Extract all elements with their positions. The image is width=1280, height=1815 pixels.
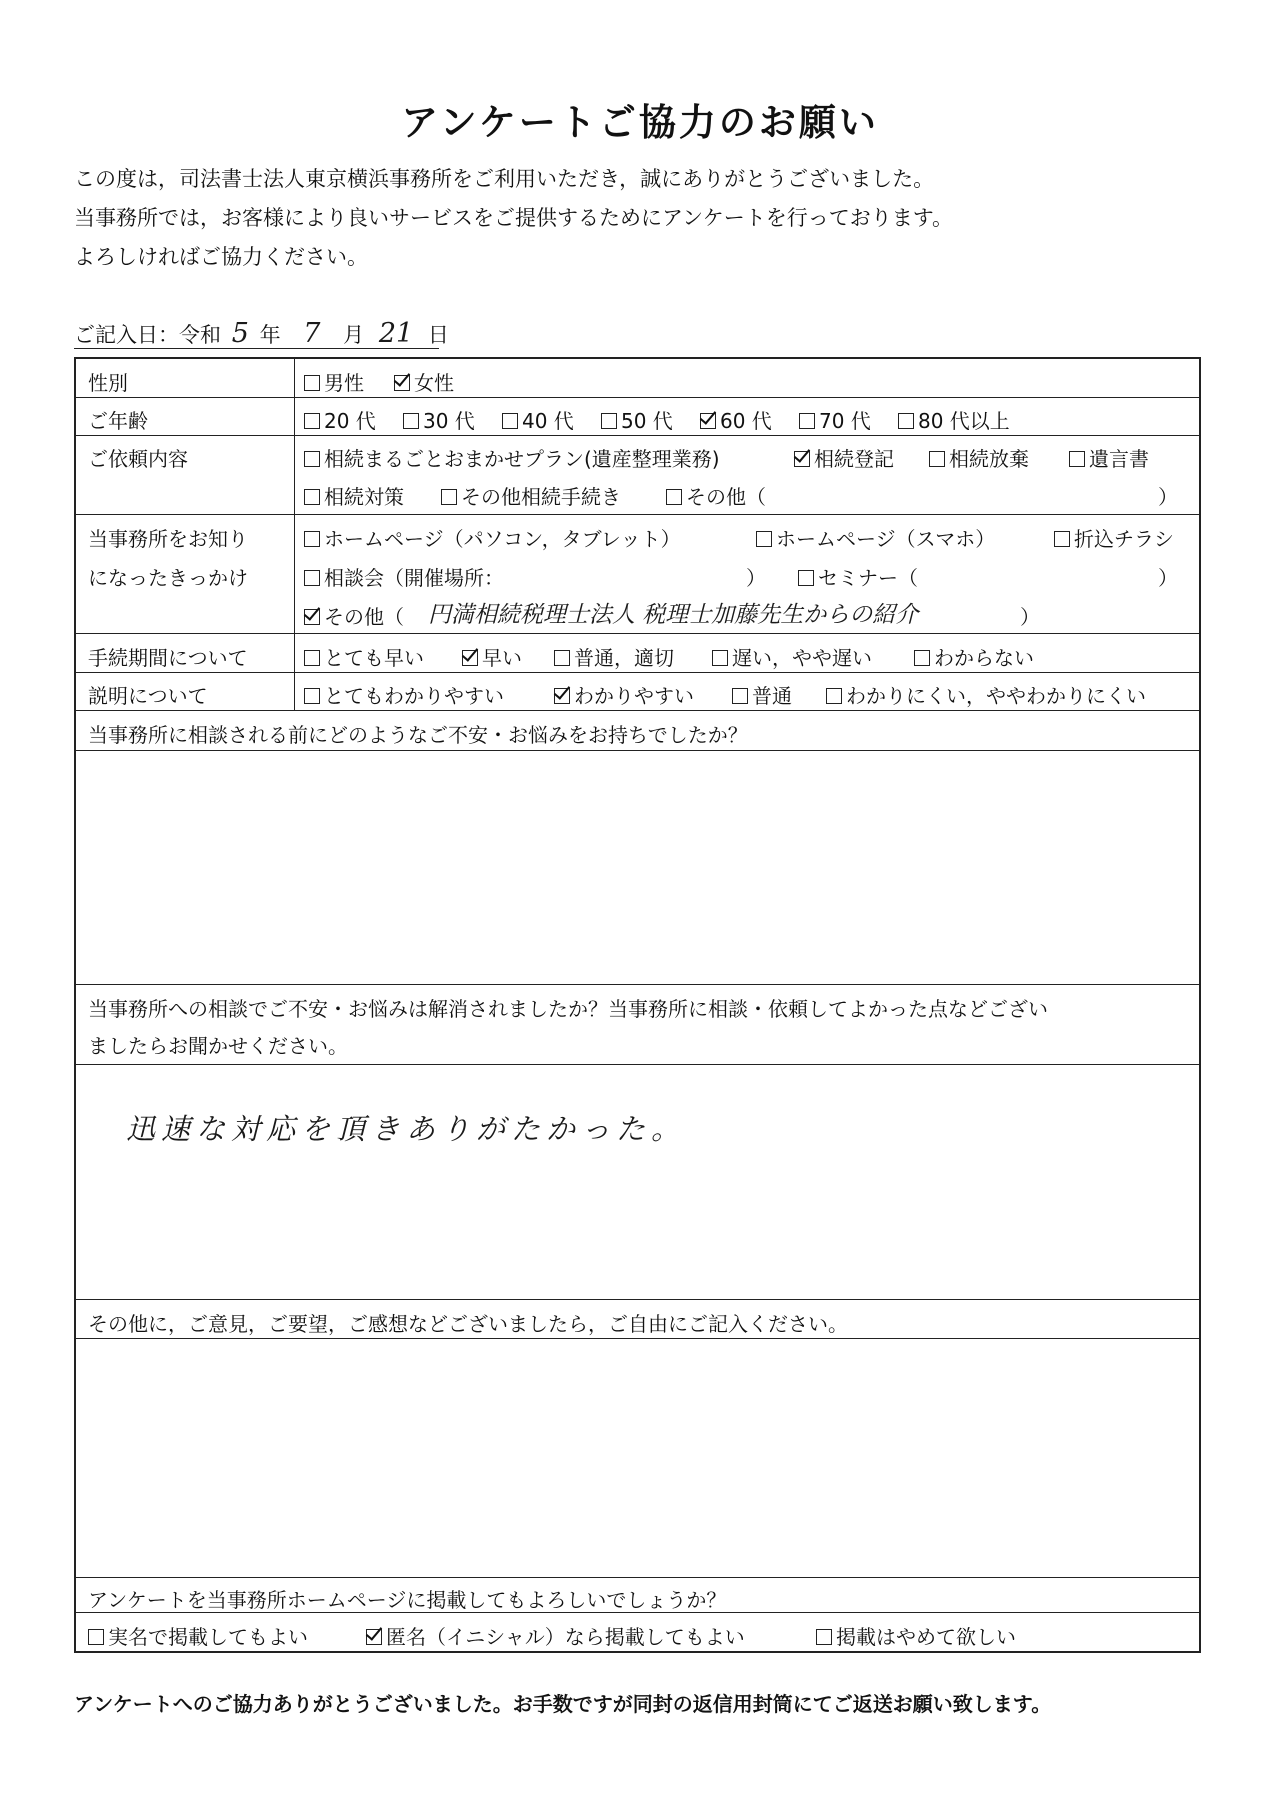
request-option-renunciation[interactable]: [929, 443, 1029, 472]
q3-question: その他に，ご意見，ご要望，ご感想などございましたら，ご自由にご記入ください。: [88, 1312, 848, 1336]
option-label: その他（: [324, 605, 404, 629]
row-divider: [76, 1577, 1199, 1578]
option-label: 相続対策: [324, 485, 404, 509]
checkbox[interactable]: [732, 688, 748, 704]
option-label: 80 代以上: [918, 409, 1010, 433]
checkbox-checked[interactable]: [366, 1629, 382, 1645]
age-option-60[interactable]: [700, 405, 772, 434]
gender-option-female[interactable]: [394, 367, 454, 396]
option-label: 60 代: [720, 409, 772, 433]
row-divider: [76, 984, 1199, 985]
option-label: わかりにくい，ややわかりにくい: [846, 684, 1146, 708]
date-label: ご記入日：令和: [74, 323, 221, 347]
option-label: 普通: [752, 684, 792, 708]
checkbox[interactable]: [304, 688, 320, 704]
paren-close: ）: [746, 566, 766, 590]
checkbox[interactable]: [1054, 531, 1070, 547]
option-label: 30 代: [423, 409, 475, 433]
checkbox-checked[interactable]: [304, 609, 320, 625]
checkbox-checked[interactable]: [794, 451, 810, 467]
option-label: とても早い: [324, 646, 424, 670]
option-label: ホームページ（パソコン，タブレット）: [324, 527, 681, 551]
date-month-unit: 月: [343, 323, 365, 347]
option-label: 掲載はやめて欲しい: [836, 1625, 1016, 1649]
entry-date[interactable]: [74, 318, 449, 349]
source-option-other[interactable]: [304, 601, 404, 630]
source-option-seminar[interactable]: [798, 562, 918, 591]
period-option-normal[interactable]: [554, 642, 674, 671]
checkbox[interactable]: [304, 375, 320, 391]
request-option-full-plan[interactable]: [304, 443, 720, 472]
row-divider: [76, 672, 1199, 673]
q1-question: 当事務所に相談される前にどのようなご不安・お悩みをお持ちでしたか？: [88, 723, 748, 747]
row-divider: [76, 435, 1199, 436]
checkbox-checked[interactable]: [394, 375, 410, 391]
checkbox[interactable]: [502, 413, 518, 429]
checkbox[interactable]: [304, 650, 320, 666]
age-option-80-plus[interactable]: [898, 405, 1010, 434]
publish-option-anonymous[interactable]: [366, 1621, 745, 1650]
option-label: 50 代: [621, 409, 673, 433]
date-day[interactable]: 21: [378, 318, 414, 349]
row-divider: [76, 514, 1199, 515]
date-year-unit: 年: [259, 323, 281, 347]
checkbox[interactable]: [666, 489, 682, 505]
source-option-flyer[interactable]: [1054, 523, 1174, 552]
option-label: 女性: [414, 371, 454, 395]
checkbox[interactable]: [601, 413, 617, 429]
paren-close: ）: [1158, 566, 1178, 590]
label-column-divider: [294, 359, 295, 710]
option-label: わかりやすい: [574, 684, 694, 708]
option-label: その他（: [686, 485, 766, 509]
option-label: 相談会（開催場所：: [324, 566, 504, 590]
option-label: 匿名（イニシャル）なら掲載してもよい: [386, 1625, 745, 1649]
row-divider: [76, 397, 1199, 398]
option-label: とてもわかりやすい: [324, 684, 504, 708]
age-option-40[interactable]: [502, 405, 574, 434]
period-option-slow[interactable]: [712, 642, 872, 671]
source-option-consultation[interactable]: [304, 562, 504, 591]
request-option-will[interactable]: [1069, 443, 1149, 472]
request-option-planning[interactable]: [304, 481, 404, 510]
row-divider: [76, 633, 1199, 634]
q2-question-line1: 当事務所への相談でご不安・お悩みは解消されましたか？当事務所に相談・依頼してよかった点などござい: [88, 997, 1048, 1021]
explanation-option-very-clear[interactable]: [304, 680, 504, 709]
option-label: 70 代: [819, 409, 871, 433]
request-option-other[interactable]: [666, 481, 766, 510]
explanation-option-unclear[interactable]: [826, 680, 1146, 709]
age-option-50[interactable]: [601, 405, 673, 434]
age-label: ご年齢: [88, 409, 148, 433]
checkbox[interactable]: [798, 570, 814, 586]
request-option-other-procedures[interactable]: [441, 481, 621, 510]
option-label: 実名で掲載してもよい: [108, 1625, 308, 1649]
checkbox[interactable]: [304, 570, 320, 586]
option-label: 普通，適切: [574, 646, 674, 670]
age-option-30[interactable]: [403, 405, 475, 434]
period-label: 手続期間について: [88, 646, 248, 670]
gender-label: 性別: [88, 371, 128, 395]
paren-close: ）: [1020, 605, 1040, 629]
source-label-line2: になったきっかけ: [88, 566, 248, 590]
row-divider: [76, 710, 1199, 711]
option-label: 相続登記: [814, 447, 894, 471]
option-label: その他相続手続き: [461, 485, 621, 509]
source-label-line1: 当事務所をお知り: [88, 527, 248, 551]
footer-note: アンケートへのご協力ありがとうございました。お手数ですが同封の返信用封筒にてご返送お願い致します。: [74, 1692, 1052, 1716]
checkbox-checked[interactable]: [700, 413, 716, 429]
option-label: 遅い，やや遅い: [732, 646, 872, 670]
intro-text: [74, 160, 953, 277]
row-divider: [76, 1299, 1199, 1300]
explanation-option-normal[interactable]: [732, 680, 792, 709]
survey-form: [74, 357, 1201, 1653]
checkbox[interactable]: [1069, 451, 1085, 467]
row-divider: [76, 1064, 1199, 1065]
checkbox[interactable]: [756, 531, 772, 547]
row-divider: [76, 1338, 1199, 1339]
checkbox[interactable]: [304, 413, 320, 429]
row-divider: [76, 750, 1199, 751]
option-label: セミナー（: [818, 566, 918, 590]
period-option-very-fast[interactable]: [304, 642, 424, 671]
option-label: 遺言書: [1089, 447, 1149, 471]
age-option-20[interactable]: [304, 405, 376, 434]
explanation-label: 説明について: [88, 684, 208, 708]
page-title: アンケートご協力のお願い: [401, 101, 879, 144]
q2-question-line2: ましたらお聞かせください。: [88, 1034, 348, 1058]
date-day-unit: 日: [427, 323, 449, 347]
checkbox[interactable]: [441, 489, 457, 505]
gender-option-male[interactable]: [304, 367, 364, 396]
publish-option-real-name[interactable]: [88, 1621, 308, 1650]
option-label: 相続まるごとおまかせプラン(遺産整理業務): [324, 447, 720, 471]
intro-line: 当事務所では，お客様により良いサービスをご提供するためにアンケートを行っております。: [74, 206, 954, 230]
source-other-handwritten[interactable]: 円満相続税理士法人 税理士加藤先生からの紹介: [428, 602, 919, 628]
checkbox-checked[interactable]: [554, 688, 570, 704]
option-label: わからない: [934, 646, 1034, 670]
checkbox[interactable]: [799, 413, 815, 429]
checkbox[interactable]: [826, 688, 842, 704]
period-option-unknown[interactable]: [914, 642, 1034, 671]
checkbox[interactable]: [712, 650, 728, 666]
checkbox[interactable]: [403, 413, 419, 429]
checkbox[interactable]: [304, 489, 320, 505]
source-option-homepage-pc[interactable]: [304, 523, 681, 552]
checkbox[interactable]: [304, 531, 320, 547]
checkbox[interactable]: [929, 451, 945, 467]
request-label: ご依頼内容: [88, 447, 188, 471]
checkbox[interactable]: [554, 650, 570, 666]
option-label: ホームページ（スマホ）: [776, 527, 996, 551]
checkbox[interactable]: [304, 451, 320, 467]
date-month[interactable]: 7: [303, 318, 321, 349]
checkbox[interactable]: [914, 650, 930, 666]
period-option-fast[interactable]: [462, 642, 522, 671]
checkbox[interactable]: [898, 413, 914, 429]
explanation-option-clear[interactable]: [554, 680, 694, 709]
intro-line: よろしければご協力ください。: [74, 245, 368, 269]
option-label: 折込チラシ: [1074, 527, 1174, 551]
date-year[interactable]: 5: [231, 318, 249, 349]
checkbox[interactable]: [816, 1629, 832, 1645]
request-option-registration[interactable]: [794, 443, 894, 472]
publish-option-decline[interactable]: [816, 1621, 1016, 1650]
intro-line: この度は，司法書士法人東京横浜事務所をご利用いただき，誠にありがとうございました。: [74, 167, 935, 191]
option-label: 相続放棄: [949, 447, 1029, 471]
option-label: 早い: [482, 646, 522, 670]
source-option-homepage-phone[interactable]: [756, 523, 995, 552]
checkbox-checked[interactable]: [462, 650, 478, 666]
checkbox[interactable]: [88, 1629, 104, 1645]
option-label: 男性: [324, 371, 364, 395]
option-label: 40 代: [522, 409, 574, 433]
q2-answer[interactable]: 迅速な対応を頂きありがたかった。: [126, 1112, 687, 1146]
option-label: 20 代: [324, 409, 376, 433]
paren-close: ）: [1158, 485, 1178, 509]
age-option-70[interactable]: [799, 405, 871, 434]
publish-question: アンケートを当事務所ホームページに掲載してもよろしいでしょうか？: [88, 1588, 727, 1612]
